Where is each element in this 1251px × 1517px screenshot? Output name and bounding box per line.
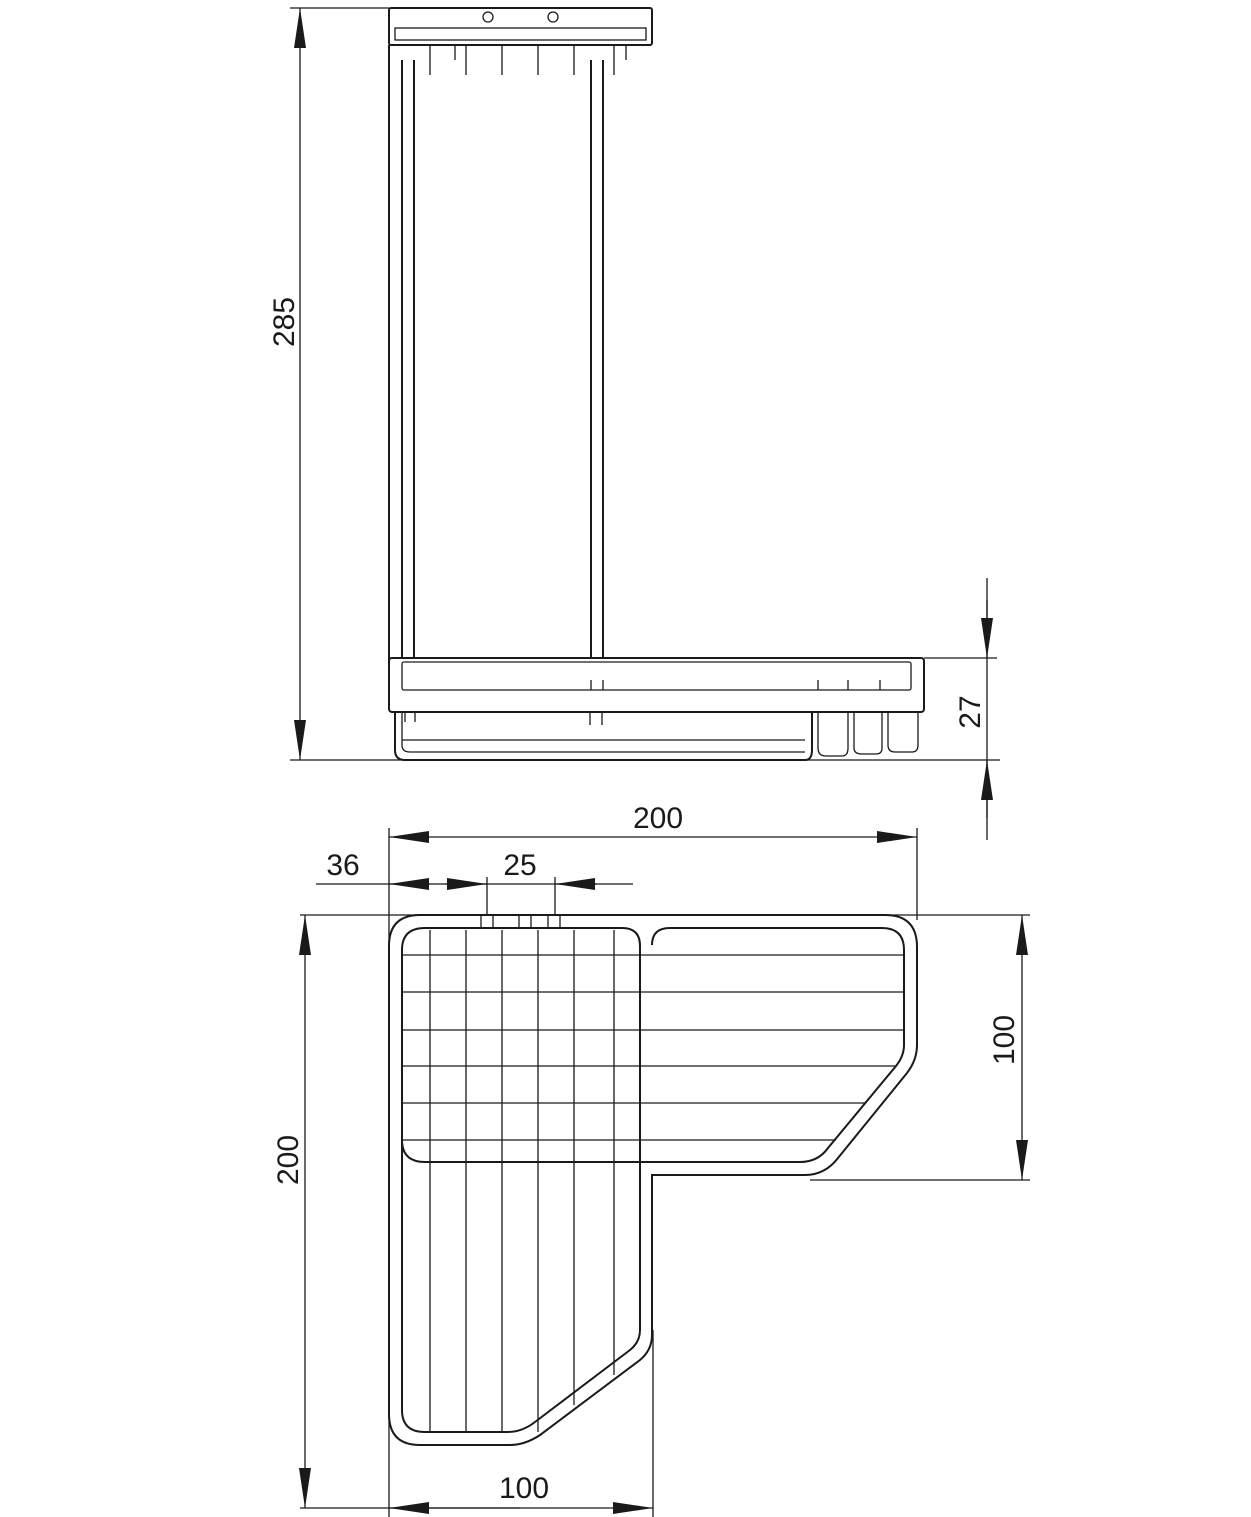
dimension-285 — [268, 8, 1000, 760]
dim-label-200-width: 200 — [632, 802, 684, 835]
vertical-rods — [389, 45, 603, 700]
dim-label-100-side: 100 — [988, 1014, 1021, 1066]
basket-wires — [395, 712, 918, 760]
dimension-27 — [924, 578, 997, 840]
elevation-view — [389, 8, 924, 760]
dimension-36-25 — [316, 849, 633, 916]
dim-label-200-depth: 200 — [272, 1134, 305, 1186]
dim-label-36: 36 — [326, 849, 360, 882]
dim-label-25: 25 — [503, 849, 537, 882]
dim-label-285: 285 — [268, 296, 301, 348]
dim-label-100-bottom: 100 — [498, 1472, 550, 1505]
grid-wires-horizontal — [402, 955, 904, 1140]
dim-label-27: 27 — [954, 695, 987, 729]
grid-wires-vertical — [430, 930, 614, 1432]
hooks — [430, 45, 626, 75]
